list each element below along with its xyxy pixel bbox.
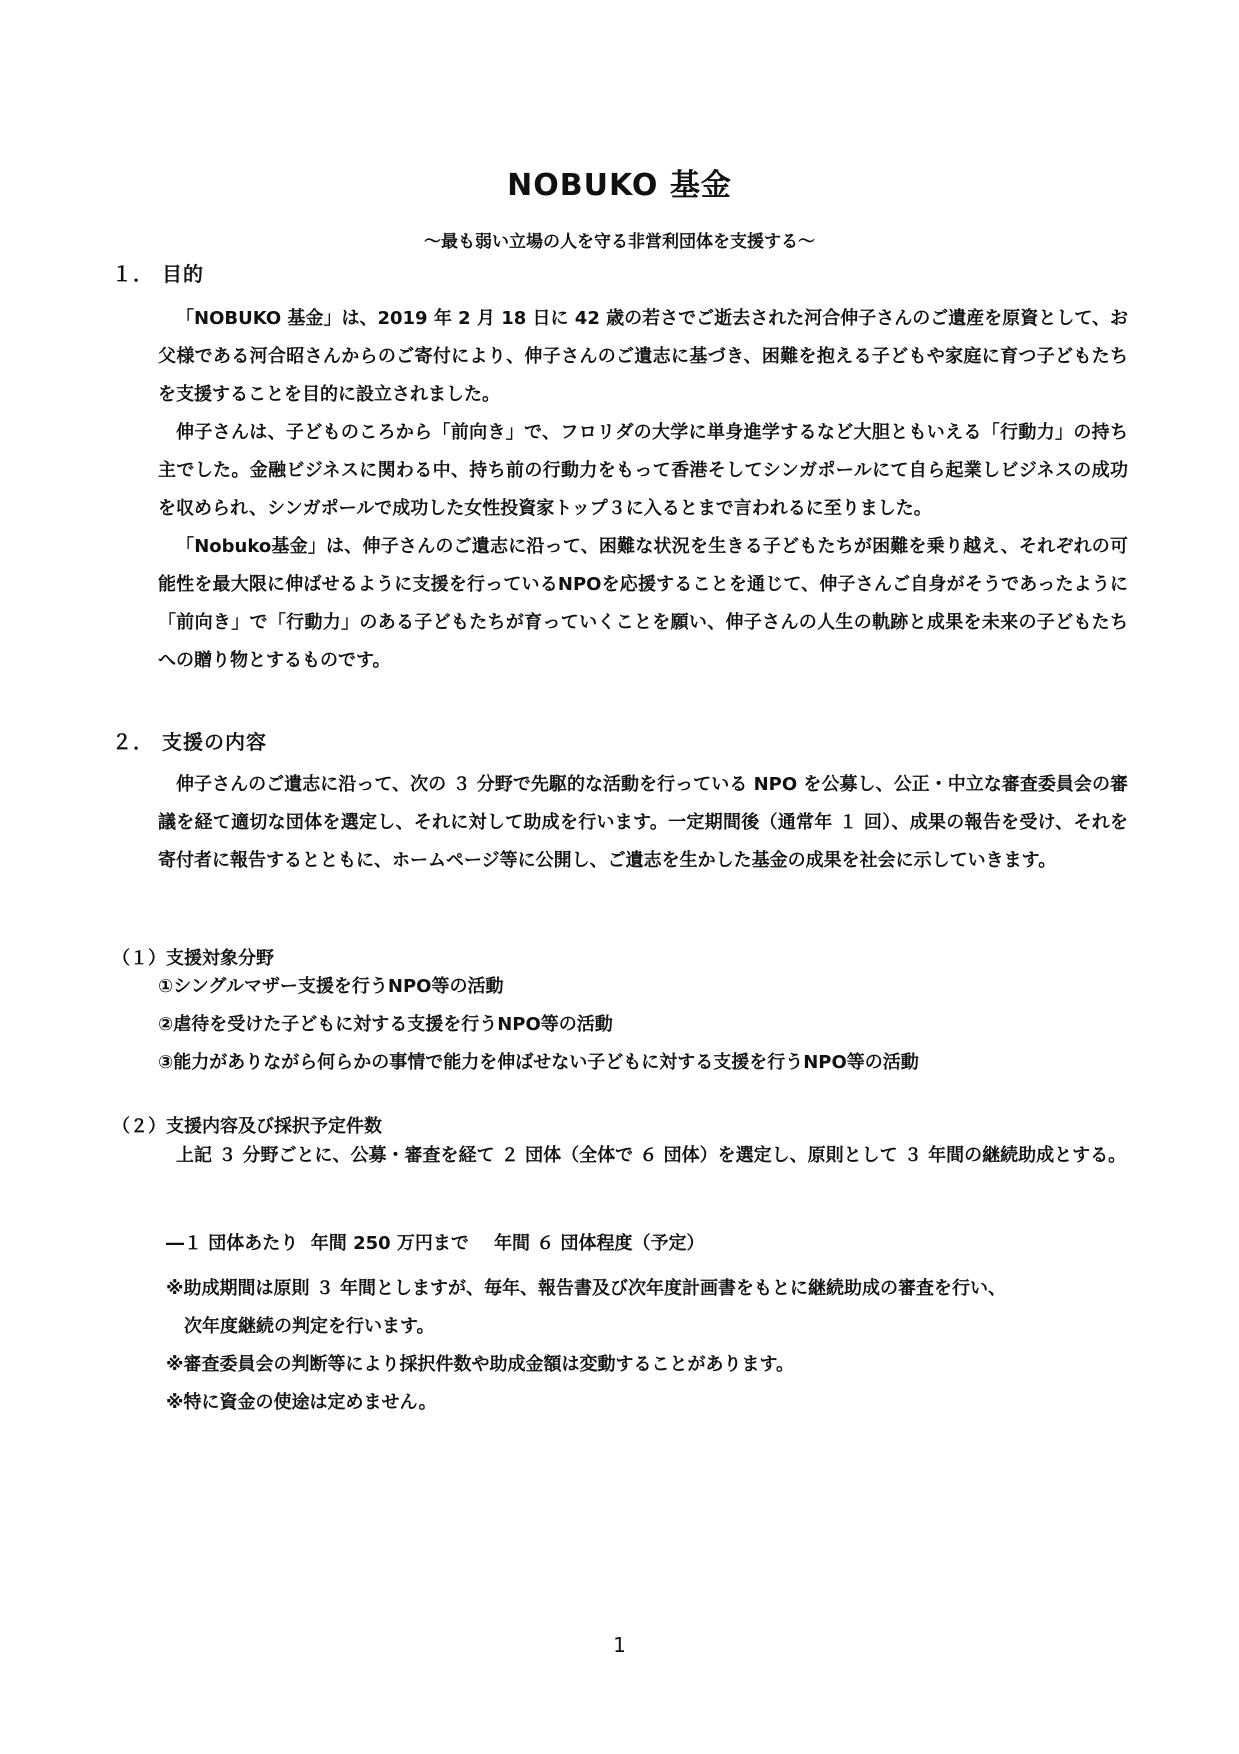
purpose-paragraph: 「NOBUKO 基金」は、2019 年 2 月 18 日に 42 歳の若さでご逝去された河合伸子さんのご遺産を原資として、お父様である河合昭さんからのご寄付により、伸子さんのご遺志に基づき、困難を抱える子どもや家庭に育つ子どもたちを支援することを目的に設立されました。 [158,308,1128,405]
content-body [158,1137,1128,1175]
document-subtitle: ～最も弱い立場の人を守る非営利団体を支援する～ [424,232,815,252]
grant-amount-line: ―１ 団体あたり 年間 250 万円まで 年間 ６ 団体程度（予定） [166,1233,705,1254]
list-item: ③能力がありながら何らかの事情で能力を伸ばせない子どもに対する支援を行うNPO等の活動 [158,1052,919,1073]
note-item: ※助成期間は原則 ３ 年間としますが、毎年、報告書及び次年度計画書をもとに継続助成の審査を行い、 [166,1278,1007,1299]
subsection-heading-fields: （１）支援対象分野 [112,948,274,969]
note-item: ※特に資金の使途は定めません。 [166,1392,437,1413]
support-paragraph: 伸子さんのご遺志に沿って、次の ３ 分野で先駆的な活動を行っている NPO を公募し、公正・中立な審査委員会の審議を経て適切な団体を選定し、それに対して助成を行います。一定期間後（通常年 １ 回）、成果の報告を受け、それを寄付者に報告するとともに、ホームページ等に公開し、ご遺志を生かした基金の成果を社会に示していきます。 [158,774,1128,871]
section-heading-support: ２． 支援の内容 [112,730,267,754]
purpose-paragraph: 「Nobuko基金」は、伸子さんのご遺志に沿って、困難な状況を生きる子どもたちが困難を乗り越え、それぞれの可能性を最大限に伸ばせるように支援を行っているNPOを応援することを通じて、伸子さんご自身がそうであったように「前向き」で「行動力」のある子どもたちが育っていくことを願い、伸子さんの人生の軌跡と成果を未来の子どもたちへの贈り物とするものです。 [158,536,1128,671]
note-item: 次年度継続の判定を行います。 [184,1316,435,1337]
list-item: ①シングルマザー支援を行うNPO等の活動 [158,976,504,997]
section-support-body [158,766,1128,880]
purpose-paragraph: 伸子さんは、子どものころから「前向き」で、フロリダの大学に単身進学するなど大胆ともいえる「行動力」の持ち主でした。金融ビジネスに関わる中、持ち前の行動力をもって香港そしてシンガポールにて自ら起業しビジネスの成功を収められ、シンガポールで成功した女性投資家トップ３に入るとまで言われるに至りました。 [158,422,1128,519]
document-title: NOBUKO 基金 [507,168,732,203]
subsection-heading-content: （２）支援内容及び採択予定件数 [112,1116,382,1137]
list-item: ②虐待を受けた子どもに対する支援を行うNPO等の活動 [158,1014,613,1035]
section-heading-purpose: １． 目的 [112,262,204,286]
notes-list [166,1270,1006,1422]
note-item: ※審査委員会の判断等により採択件数や助成金額は変動することがあります。 [166,1354,795,1375]
page-number: 1 [613,1633,626,1657]
support-fields-list [158,968,919,1082]
section-purpose-body [158,300,1128,680]
content-paragraph: 上記 ３ 分野ごとに、公募・審査を経て ２ 団体（全体で ６ 団体）を選定し、原則として ３ 年間の継続助成とする。 [176,1145,1127,1166]
